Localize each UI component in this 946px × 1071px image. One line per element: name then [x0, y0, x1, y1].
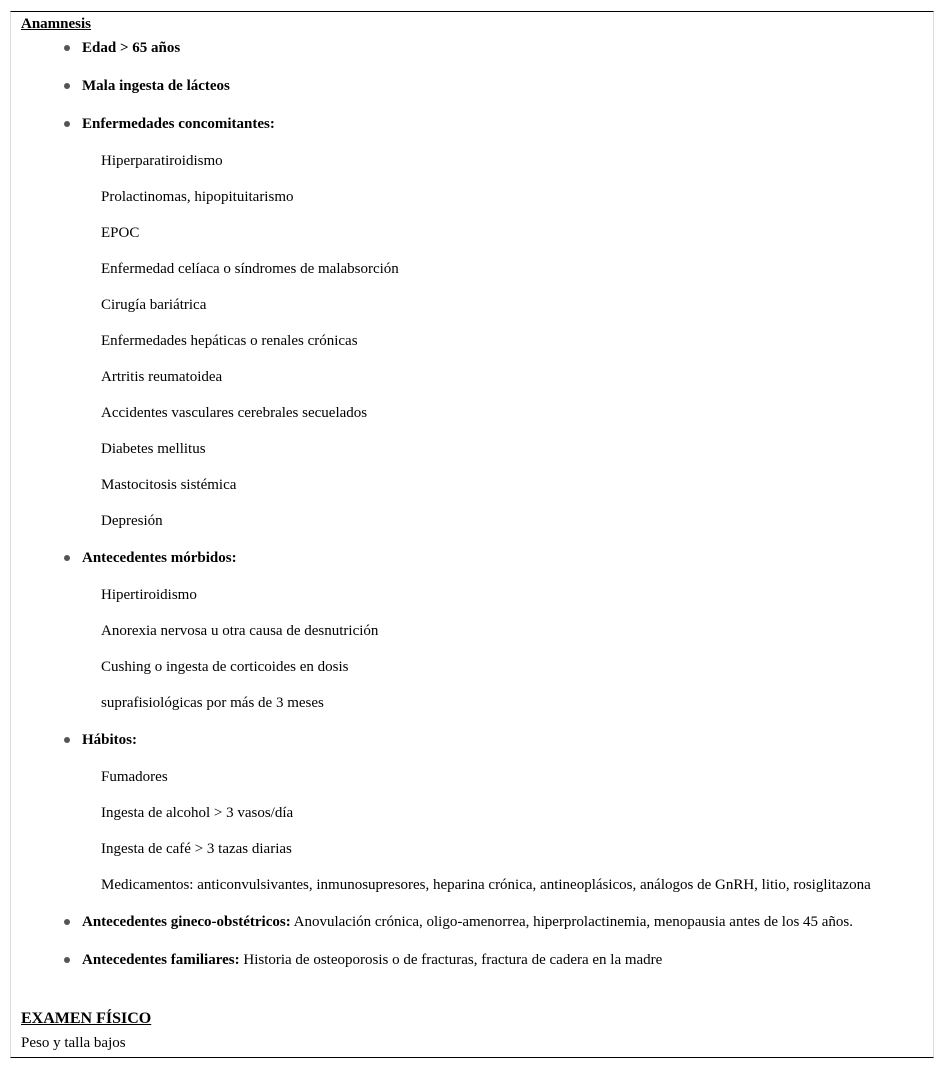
- bullet-concomitant: [82, 114, 275, 134]
- morbid-item: Anorexia nervosa u otra causa de desnutrición: [101, 623, 379, 639]
- concomitant-item: Diabetes mellitus: [101, 441, 206, 457]
- bullet-family-text: Historia de osteoporosis o de fracturas, fractura de cadera en la madre: [239, 952, 663, 968]
- bullet-morbid: [82, 548, 237, 568]
- bullet-gyneco-label: Antecedentes gineco-obstétricos:: [82, 914, 291, 930]
- bullet-age: [82, 38, 180, 58]
- habits-item: Fumadores: [101, 769, 168, 785]
- bullet-concomitant-label: Enfermedades concomitantes:: [82, 116, 275, 132]
- bullet-gyneco: [82, 912, 853, 932]
- habits-item: Medicamentos: anticonvulsivantes, inmunosupresores, heparina crónica, antineoplásicos, análogos de GnRH, litio, rosiglitazona: [101, 877, 871, 893]
- concomitant-item: Enfermedades hepáticas o renales crónicas: [101, 333, 358, 349]
- morbid-item: suprafisiológicas por más de 3 meses: [101, 695, 324, 711]
- concomitant-item: EPOC: [101, 225, 140, 241]
- bullet-habits-label: Hábitos:: [82, 732, 138, 748]
- morbid-item: Hipertiroidismo: [101, 587, 197, 603]
- concomitant-item: Prolactinomas, hipopituitarismo: [101, 189, 294, 205]
- bullet-dairy-label: Mala ingesta de lácteos: [82, 78, 230, 94]
- bullet-family: [82, 950, 662, 970]
- bullet-age-label: Edad > 65 años: [82, 40, 181, 56]
- exam-text: Peso y talla bajos: [21, 1035, 126, 1051]
- exam-heading: EXAMEN FÍSICO: [21, 1010, 152, 1027]
- concomitant-item: Cirugía bariátrica: [101, 297, 207, 313]
- habits-item: Ingesta de alcohol > 3 vasos/día: [101, 805, 294, 821]
- bullet-morbid-label: Antecedentes mórbidos:: [82, 550, 237, 566]
- bullet-gyneco-text: Anovulación crónica, oligo-amenorrea, hiperprolactinemia, menopausia antes de los 45 años.: [290, 914, 854, 930]
- concomitant-item: Mastocitosis sistémica: [101, 477, 237, 493]
- anamnesis-heading: Anamnesis: [21, 16, 92, 32]
- concomitant-item: Enfermedad celíaca o síndromes de malabsorción: [101, 261, 399, 277]
- bullet-habits: [82, 730, 137, 750]
- concomitant-item: Artritis reumatoidea: [101, 369, 223, 385]
- bullet-family-label: Antecedentes familiares:: [82, 952, 240, 968]
- concomitant-item: Depresión: [101, 513, 163, 529]
- concomitant-item: Accidentes vasculares cerebrales secuelados: [101, 405, 368, 421]
- habits-item: Ingesta de café > 3 tazas diarias: [101, 841, 292, 857]
- morbid-item: Cushing o ingesta de corticoides en dosis: [101, 659, 349, 675]
- concomitant-item: Hiperparatiroidismo: [101, 153, 223, 169]
- bullet-dairy: [82, 76, 230, 96]
